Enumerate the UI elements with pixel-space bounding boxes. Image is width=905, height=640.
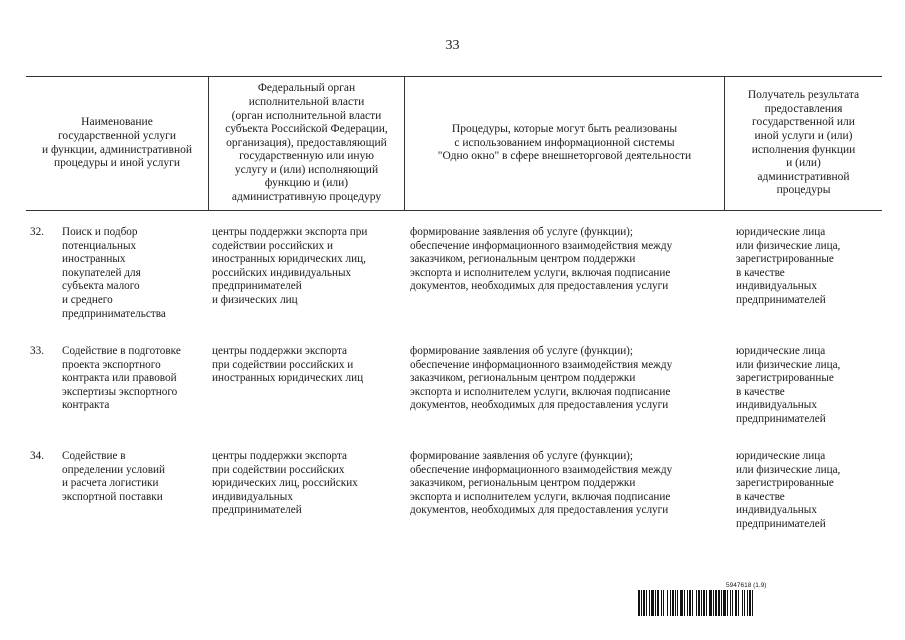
recipient: юридические лица или физические лица, зарегистрированные в качестве индивидуальных предпринимателей <box>736 226 841 306</box>
service-name: Содействие в определении условий и расчета логистики экспортной поставки <box>62 450 165 503</box>
recipient: юридические лица или физические лица, зарегистрированные в качестве индивидуальных предпринимателей <box>736 345 841 425</box>
page-number: 33 <box>445 38 460 53</box>
row-number: 32. <box>30 226 44 238</box>
header-executive-body <box>209 77 404 210</box>
executive-body: центры поддержки экспорта при содействии российских и иностранных юридических лиц, российских индивидуальных предпринимателей и физических лиц <box>212 226 368 306</box>
header-service-name-text: Наименование государственной услуги и функции, административной процедуры и иной услуги <box>41 116 193 170</box>
header-procedures-text: Процедуры, которые могут быть реализованы с использованием информационной системы "Одно окно" в сфере внешнеторговой деятельности <box>437 123 692 163</box>
header-recipient <box>725 77 882 210</box>
header-procedures <box>405 77 724 210</box>
header-executive-body-text: Федеральный орган исполнительной власти (орган исполнительной власти субъекта Российской Федерации, организация), предоставляющий государственную или иную услугу и (или) исполняющий функцию и (или) административную процедуру <box>225 82 388 204</box>
procedures: формирование заявления об услуге (функции); обеспечение информационного взаимодействия между заказчиком, региональным центром поддержки экспорта и исполнителем услуги, включая подписание документов, необходимых для предоставления услуги <box>410 450 673 517</box>
header-recipient-text: Получатель результата предоставления государственной или иной услуги и (или) исполнения функции и (или) административной процедуры <box>747 89 860 197</box>
service-name: Содействие в подготовке проекта экспортного контракта или правовой экспертизы экспортного контракта <box>62 345 181 412</box>
barcode-icon <box>638 590 856 616</box>
executive-body: центры поддержки экспорта при содействии российских юридических лиц, российских индивидуальных предпринимателей <box>212 450 358 517</box>
row-number: 34. <box>30 450 44 462</box>
service-name: Поиск и подбор потенциальных иностранных покупателей для субъекта малого и среднего предпринимательства <box>62 226 166 320</box>
recipient: юридические лица или физические лица, зарегистрированные в качестве индивидуальных предпринимателей <box>736 450 841 530</box>
barcode-code: 5947618 (1.9) <box>726 582 767 589</box>
procedures: формирование заявления об услуге (функции); обеспечение информационного взаимодействия между заказчиком, региональным центром поддержки экспорта и исполнителем услуги, включая подписание документов, необходимых для предоставления услуги <box>410 345 673 412</box>
table-header-rule <box>26 210 882 211</box>
row-number: 33. <box>30 345 44 357</box>
header-service-name <box>26 77 208 210</box>
executive-body: центры поддержки экспорта при содействии российских и иностранных юридических лиц <box>212 345 364 385</box>
procedures: формирование заявления об услуге (функции); обеспечение информационного взаимодействия между заказчиком, региональным центром поддержки экспорта и исполнителем услуги, включая подписание документов, необходимых для предоставления услуги <box>410 226 673 293</box>
